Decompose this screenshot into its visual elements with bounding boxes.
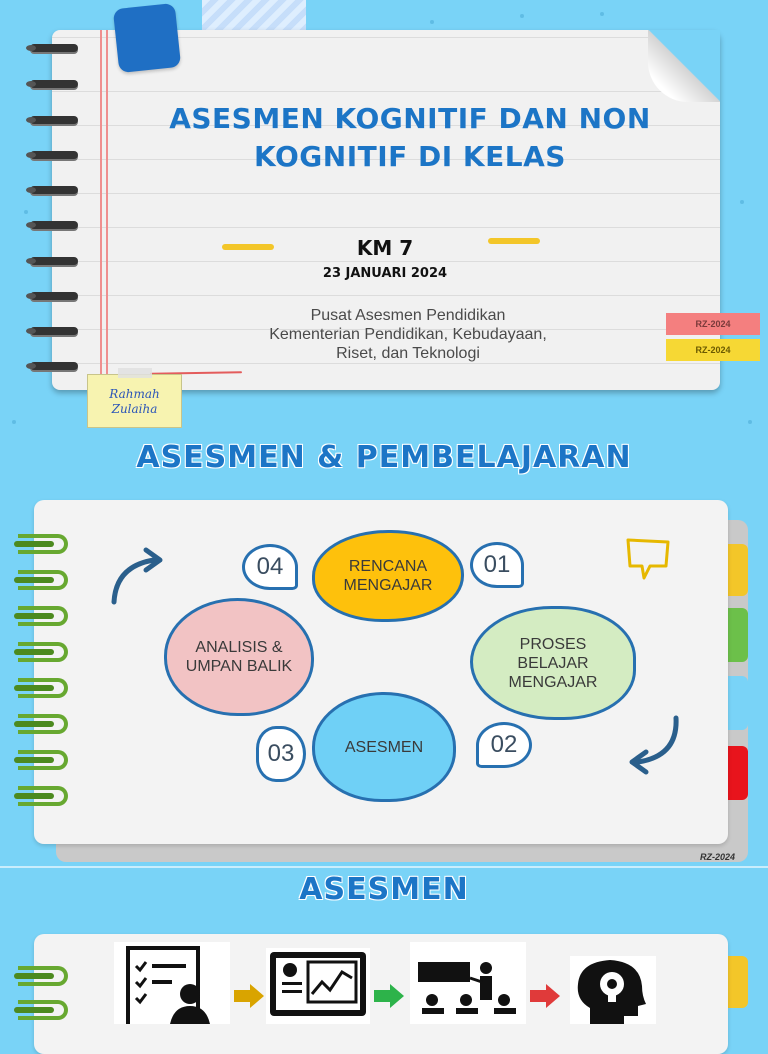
- section-heading-asesmen: ASESMEN: [299, 872, 469, 907]
- step-number-01: 01: [470, 542, 524, 588]
- footer-tag: RZ-2024: [700, 852, 736, 862]
- cycle-step-02: PROSES BELAJAR MENGAJAR: [470, 606, 636, 720]
- curved-arrow-icon: [104, 544, 168, 608]
- step-number-03: 03: [256, 726, 306, 782]
- arrow-right-icon: [374, 984, 404, 1008]
- checklist-person-icon: [114, 942, 230, 1024]
- cycle-step-03: ASESMEN: [312, 692, 456, 802]
- date-text: 23 JANUARI 2024: [322, 266, 448, 281]
- step-number-04: 04: [242, 544, 298, 590]
- tag-red: RZ-2024: [666, 313, 760, 335]
- monitor-chart-icon: [266, 948, 370, 1024]
- arrow-right-icon: [530, 984, 560, 1008]
- tag-yellow: RZ-2024: [666, 339, 760, 361]
- washi-tape: [202, 0, 306, 30]
- arrow-right-icon: [234, 984, 264, 1008]
- speech-bubble-icon: [624, 536, 674, 584]
- yellow-dash-right: [488, 238, 540, 244]
- blue-sticky-note: [113, 3, 181, 73]
- section-heading-asesmen-pembelajaran: ASESMEN & PEMBELAJARAN: [136, 440, 632, 475]
- classroom-teacher-icon: [410, 942, 526, 1024]
- curved-arrow-icon: [624, 712, 688, 776]
- head-lightbulb-icon: [570, 956, 656, 1024]
- cycle-step-04: ANALISIS & UMPAN BALIK: [164, 598, 314, 716]
- module-code: KM 7: [356, 236, 414, 260]
- author-note: Rahmah Zulaiha: [87, 374, 182, 428]
- institution-text: Pusat Asesmen Pendidikan Kementerian Pendidikan, Kebudayaan, Riset, dan Teknologi: [269, 307, 547, 362]
- step-number-02: 02: [476, 722, 532, 768]
- cycle-step-01: RENCANA MENGAJAR: [312, 530, 464, 622]
- slide-title: ASESMEN KOGNITIF DAN NON KOGNITIF DI KELAS: [169, 102, 651, 173]
- yellow-dash-left: [222, 244, 274, 250]
